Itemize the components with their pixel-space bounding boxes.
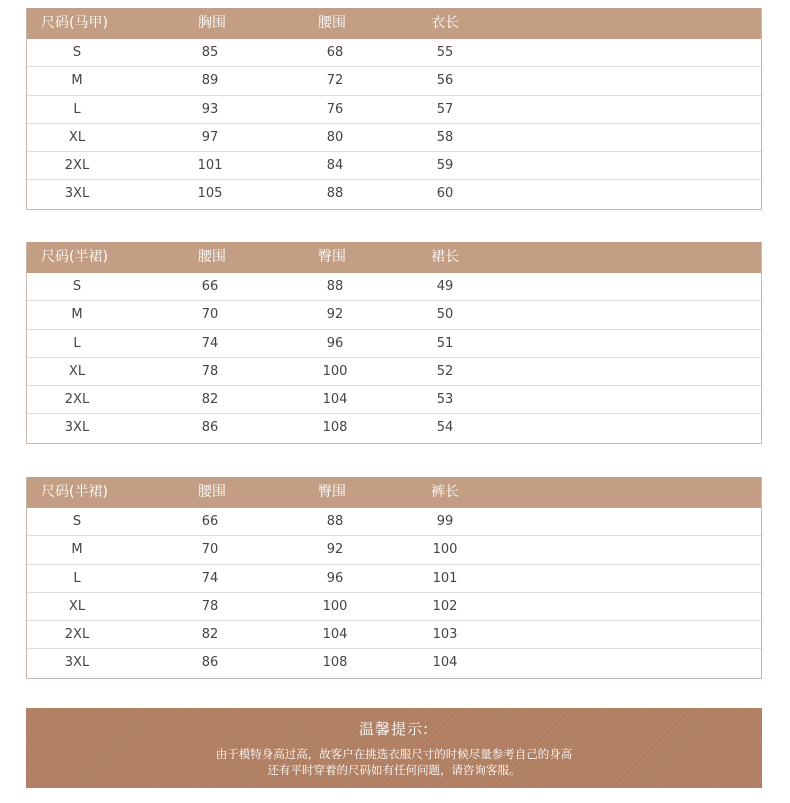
cell-value: 80 bbox=[326, 129, 344, 145]
table-row bbox=[27, 67, 761, 95]
cell-value: 103 bbox=[432, 627, 458, 643]
table-row bbox=[27, 565, 761, 593]
size-table-pants bbox=[26, 477, 762, 679]
header-length: 裤长 bbox=[431, 484, 459, 500]
table-row bbox=[27, 621, 761, 649]
cell-value: 56 bbox=[436, 73, 454, 89]
notice-title: 温馨提示: bbox=[358, 720, 430, 738]
cell-value: 82 bbox=[201, 392, 219, 408]
cell-size: M bbox=[71, 542, 83, 558]
cell-value: 70 bbox=[201, 542, 219, 558]
cell-value: 54 bbox=[436, 420, 454, 436]
cell-value: 99 bbox=[436, 514, 454, 529]
cell-value: 92 bbox=[326, 307, 344, 323]
cell-value: 108 bbox=[322, 655, 348, 671]
header-hip: 臀围 bbox=[318, 484, 346, 500]
table-row bbox=[27, 96, 761, 124]
table-row bbox=[27, 39, 761, 67]
notice-text-line-2: 还有平时穿着的尺码如有任何问题，请咨询客服。 bbox=[267, 763, 521, 777]
cell-value: 55 bbox=[436, 45, 454, 60]
cell-size: 2XL bbox=[64, 392, 90, 408]
header-waist: 腰围 bbox=[198, 484, 226, 500]
cell-value: 104 bbox=[322, 392, 348, 408]
cell-size: 2XL bbox=[64, 158, 90, 174]
table-header bbox=[27, 477, 761, 508]
table-row bbox=[27, 593, 761, 621]
header-size: 尺码(半裙) bbox=[41, 249, 108, 265]
cell-value: 96 bbox=[326, 335, 344, 351]
cell-value: 89 bbox=[201, 73, 219, 89]
cell-value: 88 bbox=[326, 186, 344, 202]
cell-value: 66 bbox=[201, 514, 219, 529]
table-row bbox=[27, 301, 761, 329]
cell-value: 100 bbox=[322, 363, 348, 379]
cell-size: 3XL bbox=[64, 186, 90, 202]
table-header bbox=[27, 8, 761, 39]
cell-value: 100 bbox=[322, 598, 348, 614]
cell-size: S bbox=[72, 279, 82, 294]
table-row bbox=[27, 386, 761, 414]
size-table-skirt bbox=[26, 242, 762, 444]
cell-value: 108 bbox=[322, 420, 348, 436]
table-row bbox=[27, 124, 761, 152]
notice-banner bbox=[26, 708, 762, 788]
cell-size: XL bbox=[68, 129, 86, 145]
cell-value: 92 bbox=[326, 542, 344, 558]
cell-value: 101 bbox=[432, 570, 458, 586]
table-row bbox=[27, 152, 761, 180]
cell-value: 88 bbox=[326, 514, 344, 529]
table-header bbox=[27, 242, 761, 273]
cell-value: 82 bbox=[201, 627, 219, 643]
cell-value: 70 bbox=[201, 307, 219, 323]
cell-size: M bbox=[71, 73, 83, 89]
table-row bbox=[27, 358, 761, 386]
cell-size: 3XL bbox=[64, 655, 90, 671]
table-row bbox=[27, 649, 761, 677]
table-row bbox=[27, 330, 761, 358]
cell-value: 57 bbox=[436, 101, 454, 117]
header-length: 衣长 bbox=[431, 15, 459, 31]
cell-size: M bbox=[71, 307, 83, 323]
cell-value: 59 bbox=[436, 158, 454, 174]
cell-size: L bbox=[73, 570, 81, 586]
header-size: 尺码(半裙) bbox=[41, 484, 108, 500]
cell-value: 85 bbox=[201, 45, 219, 60]
cell-value: 78 bbox=[201, 598, 219, 614]
header-length: 裙长 bbox=[431, 249, 459, 265]
cell-value: 58 bbox=[436, 129, 454, 145]
cell-value: 68 bbox=[326, 45, 344, 60]
cell-value: 53 bbox=[436, 392, 454, 408]
table-row bbox=[27, 508, 761, 536]
cell-value: 84 bbox=[326, 158, 344, 174]
cell-value: 60 bbox=[436, 186, 454, 202]
cell-value: 97 bbox=[201, 129, 219, 145]
cell-size: L bbox=[73, 101, 81, 117]
cell-value: 74 bbox=[201, 570, 219, 586]
cell-value: 78 bbox=[201, 363, 219, 379]
cell-value: 76 bbox=[326, 101, 344, 117]
table-row bbox=[27, 273, 761, 301]
cell-value: 50 bbox=[436, 307, 454, 323]
size-table-vest bbox=[26, 8, 762, 210]
cell-value: 66 bbox=[201, 279, 219, 294]
header-chest: 胸围 bbox=[198, 15, 226, 31]
cell-value: 88 bbox=[326, 279, 344, 294]
notice-text-line-1: 由于模特身高过高，故客户在挑选衣服尺寸的时候尽量参考自己的身高 bbox=[215, 747, 573, 761]
cell-value: 52 bbox=[436, 363, 454, 379]
table-row bbox=[27, 536, 761, 564]
cell-size: 2XL bbox=[64, 627, 90, 643]
cell-value: 49 bbox=[436, 279, 454, 294]
cell-value: 100 bbox=[432, 542, 458, 558]
cell-value: 74 bbox=[201, 335, 219, 351]
cell-size: XL bbox=[68, 363, 86, 379]
cell-value: 101 bbox=[197, 158, 223, 174]
cell-size: S bbox=[72, 45, 82, 60]
table-row bbox=[27, 414, 761, 442]
cell-value: 51 bbox=[436, 335, 454, 351]
cell-value: 104 bbox=[322, 627, 348, 643]
cell-value: 86 bbox=[201, 655, 219, 671]
cell-value: 93 bbox=[201, 101, 219, 117]
header-waist: 腰围 bbox=[318, 15, 346, 31]
cell-value: 102 bbox=[432, 598, 458, 614]
cell-size: L bbox=[73, 335, 81, 351]
cell-size: 3XL bbox=[64, 420, 90, 436]
header-size: 尺码(马甲) bbox=[41, 15, 108, 31]
cell-value: 86 bbox=[201, 420, 219, 436]
cell-value: 96 bbox=[326, 570, 344, 586]
header-waist: 腰围 bbox=[198, 249, 226, 265]
cell-size: XL bbox=[68, 598, 86, 614]
table-row bbox=[27, 180, 761, 208]
cell-size: S bbox=[72, 514, 82, 529]
cell-value: 104 bbox=[432, 655, 458, 671]
header-hip: 臀围 bbox=[318, 249, 346, 265]
cell-value: 105 bbox=[197, 186, 223, 202]
cell-value: 72 bbox=[326, 73, 344, 89]
